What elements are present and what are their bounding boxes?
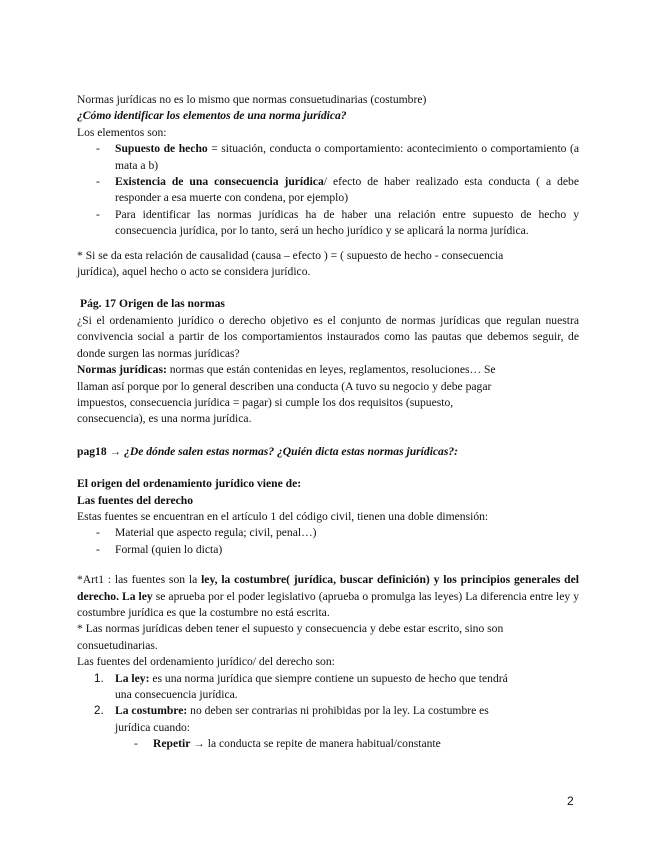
- item-text: Para identificar las normas jurídicas ha de haber una relación entre supuesto de hecho y consecuencia jurídica, por lo tanto, será un hecho jurídico y se aplicará la norma jurídica.: [115, 207, 579, 238]
- item-text: / efecto de haber realizado esta conducta ( a debe responder a esa muerte con condena, por ejemplo): [115, 175, 580, 205]
- elements-list: [77, 141, 579, 239]
- fuentes-intro: Las fuentes del ordenamiento jurídico/ del derecho son:: [77, 655, 335, 669]
- item-text: una consecuencia jurídica.: [115, 688, 238, 701]
- item-text: es una norma jurídica que siempre contiene un supuesto de hecho que tendrá: [149, 671, 508, 685]
- item-text: no deben ser contrarias ni prohibidas por la ley. La costumbre es: [187, 704, 489, 718]
- dimensions-list: [77, 525, 579, 558]
- item-term: Existencia de una consecuencia jurídica: [115, 175, 324, 189]
- list-item: [77, 736, 579, 752]
- causality-note-line: * Si se da esta relación de causalidad (causa – efecto ) = ( supuesto de hecho - consecuencia: [77, 248, 504, 262]
- elements-intro: Los elementos son:: [77, 125, 167, 139]
- list-item: - Material que aspecto regula; civil, penal…): [77, 525, 579, 541]
- p17-paragraph: ¿Si el ordenamiento jurídico o derecho objetivo es el conjunto de normas jurídicas que regulan nuestra convivencia social a partir de los comportamientos instaurados como las pautas que debemos seguir, de donde surgen las normas jurídicas?: [77, 313, 579, 360]
- item-text: → la conducta se repite de manera habitual/constante: [190, 737, 441, 751]
- sub-list: [77, 736, 579, 752]
- fuentes-list: [77, 671, 579, 737]
- list-item: [77, 703, 579, 736]
- list-number: 1.: [94, 671, 104, 685]
- item-text: = situación, conducta o comportamiento: acontecimiento o comportamiento (a mata a b): [115, 142, 579, 172]
- nj-line: llaman así porque por lo general describen una conducta (A tuvo su negocio y debe pagar: [77, 379, 492, 393]
- document-body: [77, 92, 579, 753]
- list-number: 2.: [94, 704, 104, 718]
- list-item: [77, 174, 579, 207]
- item-term: La costumbre:: [115, 704, 188, 718]
- art1-note-line: consuetudinarias.: [77, 638, 158, 652]
- art1-note-line: * Las normas jurídicas deben tener el supuesto y consecuencia y debe estar escrito, sino son: [77, 622, 504, 636]
- art1-text: *Art1 : las fuentes son la: [77, 573, 202, 587]
- nj-line: impuestos, consecuencia jurídica = pagar) si cumple los dos requisitos (supuesto,: [77, 395, 454, 409]
- page-number: 2: [567, 794, 574, 808]
- section-heading-p17: Pág. 17 Origen de las normas: [80, 297, 225, 311]
- nj-line: [77, 362, 579, 378]
- intro-line: Normas jurídicas no es lo mismo que normas consuetudinarias (costumbre): [77, 93, 427, 106]
- art1-text: se aprueba por el poder legislativo (aprueba o promulga las leyes) La diferencia entre ley y costumbre jurídica es que la costumbre no está escrita.: [77, 589, 579, 619]
- question-heading: ¿Cómo identificar los elementos de una norma jurídica?: [77, 109, 347, 123]
- p18-heading: [77, 444, 579, 460]
- item-text: jurídica cuando:: [115, 720, 191, 734]
- list-item: [77, 207, 579, 240]
- list-item: [77, 141, 579, 174]
- item-term: La ley:: [115, 671, 150, 685]
- sources-heading: Las fuentes del derecho: [77, 493, 194, 507]
- item-term: Repetir: [153, 737, 191, 751]
- nj-term: Normas jurídicas:: [77, 363, 167, 377]
- article-line: Estas fuentes se encuentran en el artículo 1 del código civil, tienen una doble dimensión:: [77, 509, 489, 523]
- list-item: [77, 671, 579, 704]
- causality-note-line: jurídica), aquel hecho o acto se considera jurídico.: [77, 265, 311, 279]
- art1-paragraph: [77, 572, 579, 621]
- nj-line: consecuencia), es una norma jurídica.: [77, 412, 252, 426]
- nj-text: normas que están contenidas en leyes, reglamentos, resoluciones… Se: [166, 363, 496, 377]
- p18-prefix: pag18 →: [77, 444, 125, 458]
- origin-heading: El origen del ordenamiento jurídico viene de:: [77, 477, 302, 491]
- item-term: Supuesto de hecho: [115, 142, 208, 156]
- p18-question: ¿De dónde salen estas normas? ¿Quién dicta estas normas jurídicas?:: [124, 444, 459, 458]
- art1-bold: ley, la costumbre( jurídica, buscar definición) y los principios generales del derecho. La ley: [77, 573, 579, 603]
- list-item: - Formal (quien lo dicta): [77, 542, 579, 558]
